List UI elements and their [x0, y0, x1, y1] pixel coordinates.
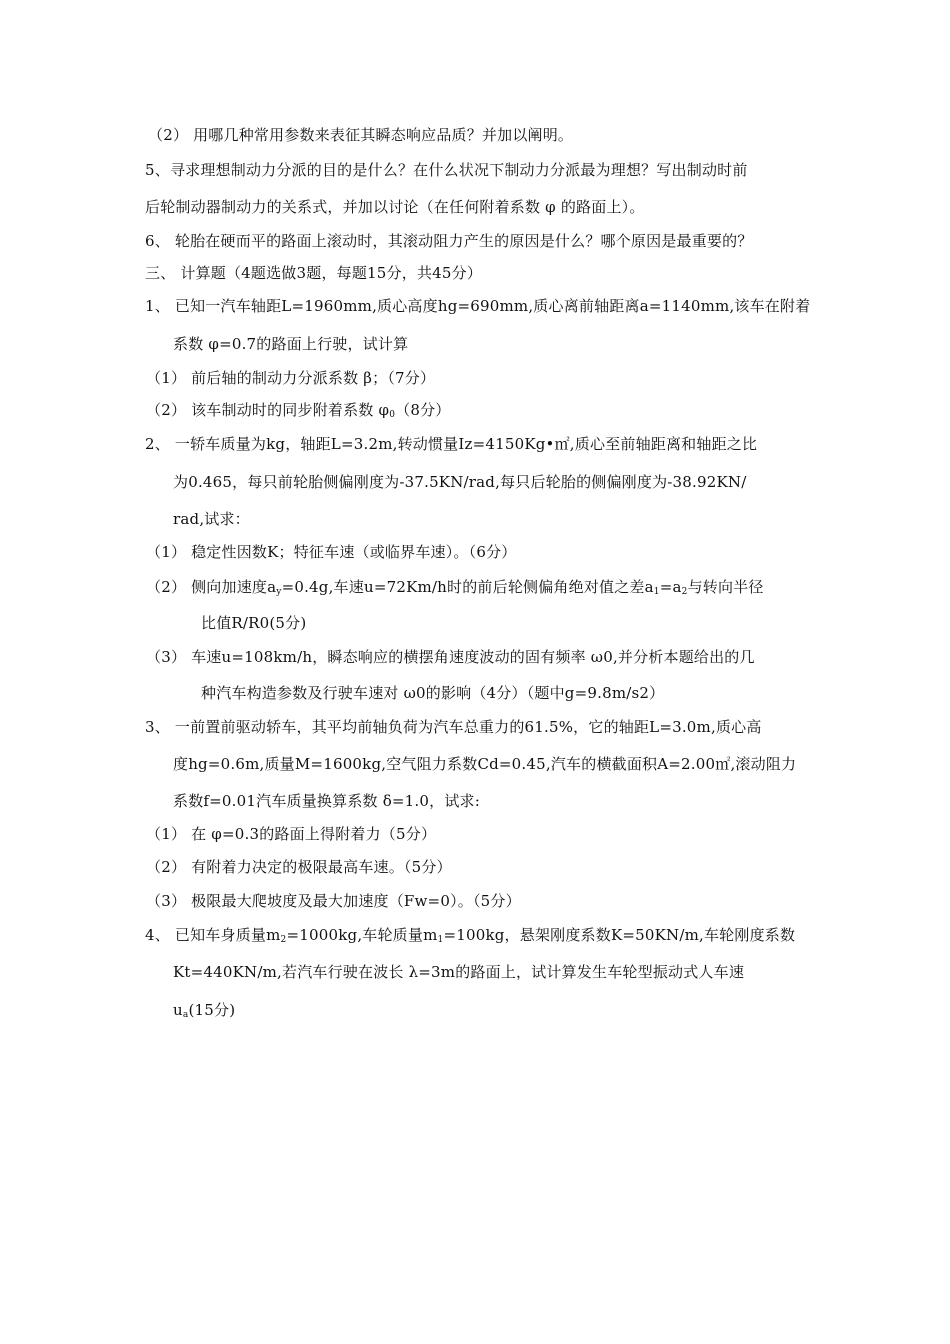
subscript: 0 [389, 410, 396, 420]
subscript: 1 [437, 935, 444, 945]
calc-1-part-2 [146, 400, 450, 425]
subscript: 1 [653, 587, 660, 597]
calc-2-line-2: 为0.465，每只前轮胎侧偏刚度为-37.5KN/rad,每只后轮胎的侧偏刚度为-38.92KN/ [173, 473, 747, 491]
calc-4-line-1 [145, 925, 795, 950]
section-3-heading: 三、 计算题（4题选做3题，每题15分，共45分） [145, 264, 483, 282]
calc-1-part-2-points: （8分） [395, 401, 451, 419]
question-2-2: （2） 用哪几种常用参数来表征其瞬态响应品质？并加以阐明。 [148, 126, 574, 144]
calc-3-part-3: （3） 极限最大爬坡度及最大加速度（Fw=0）。（5分） [146, 892, 521, 910]
calc-4-text-b: =1000kg,车轮质量m [286, 926, 438, 944]
calc-4-line-3 [173, 1000, 235, 1025]
calc-3-part-1: （1） 在 φ=0.3的路面上得附着力（5分） [146, 825, 437, 843]
calc-4-text-e: (15分) [188, 1001, 236, 1019]
calc-2-part-2-text-c: =a [659, 578, 682, 596]
calc-1-part-1: （1） 前后轴的制动力分派系数 β；（7分） [146, 369, 436, 387]
calc-2-part-2-line-1 [146, 577, 764, 602]
question-5-line-1: 5、寻求理想制动力分派的目的是什么？在什么状况下制动力分派最为理想？写出制动时前 [145, 161, 748, 179]
calc-2-part-3-line-2: 种汽车构造参数及行驶车速对 ω0的影响（4分）（题中g=9.8m/s2） [201, 684, 665, 702]
calc-3-line-3: 系数f=0.01汽车质量换算系数 δ=1.0，试求: [173, 792, 480, 810]
calc-2-line-3: rad,试求： [173, 510, 250, 528]
calc-4-text-a: 4、 已知车身质量m [145, 926, 281, 944]
calc-2-part-2-text-b: =0.4g,车速u=72Km/h时的前后轮侧偏角绝对值之差a [281, 578, 654, 596]
calc-2-part-2-text-d: 与转向半径 [687, 578, 764, 596]
calc-2-part-1: （1） 稳定性因数K；特征车速（或临界车速）。（6分） [146, 543, 517, 561]
calc-2-part-2-line-2: 比值R/R0(5分) [201, 614, 307, 632]
calc-1-line-2: 系数 φ=0.7的路面上行驶，试计算 [173, 335, 409, 353]
calc-4-line-2: Kt=440KN/m,若汽车行驶在波长 λ=3m的路面上，试计算发生车轮型振动式人车速 [173, 963, 745, 981]
subscript: 2 [280, 935, 287, 945]
calc-3-line-2: 度hg=0.6m,质量M=1600kg,空气阻力系数Cd=0.45,汽车的横截面积A=2.00㎡,滚动阻力 [173, 755, 797, 773]
subscript: y [276, 587, 282, 597]
calc-1-part-2-text: （2） 该车制动时的同步附着系数 φ [146, 401, 390, 419]
calc-2-part-2-text-a: （2） 侧向加速度a [146, 578, 277, 596]
subscript: 2 [681, 587, 688, 597]
subscript: a [182, 1010, 189, 1020]
calc-1-line-1: 1、 已知一汽车轴距L=1960mm,质心高度hg=690mm,质心离前轴距离a=1140mm,该车在附着 [145, 297, 811, 315]
calc-3-line-1: 3、 一前置前驱动轿车，其平均前轴负荷为汽车总重力的61.5%，它的轴距L=3.0m,质心高 [145, 718, 762, 736]
calc-4-text-d: u [173, 1001, 183, 1019]
question-5-line-2: 后轮制动器制动力的关系式，并加以讨论（在任何附着系数 φ 的路面上）。 [145, 198, 645, 216]
calc-4-text-c: =100kg，悬架刚度系数K=50KN/m,车轮刚度系数 [443, 926, 796, 944]
calc-2-line-1: 2、 一轿车质量为kg，轴距L=3.2m,转动惯量Iz=4150Kg•㎡,质心至前轴距离和轴距之比 [145, 435, 758, 453]
calc-2-part-3-line-1: （3） 车速u=108km/h，瞬态响应的横摆角速度波动的固有频率 ω0,并分析本题给出的几 [146, 648, 755, 666]
calc-3-part-2: （2） 有附着力决定的极限最高车速。（5分） [146, 858, 452, 876]
question-6: 6、 轮胎在硬而平的路面上滚动时，其滚动阻力产生的原因是什么？哪个原因是最重要的？ [145, 232, 753, 250]
